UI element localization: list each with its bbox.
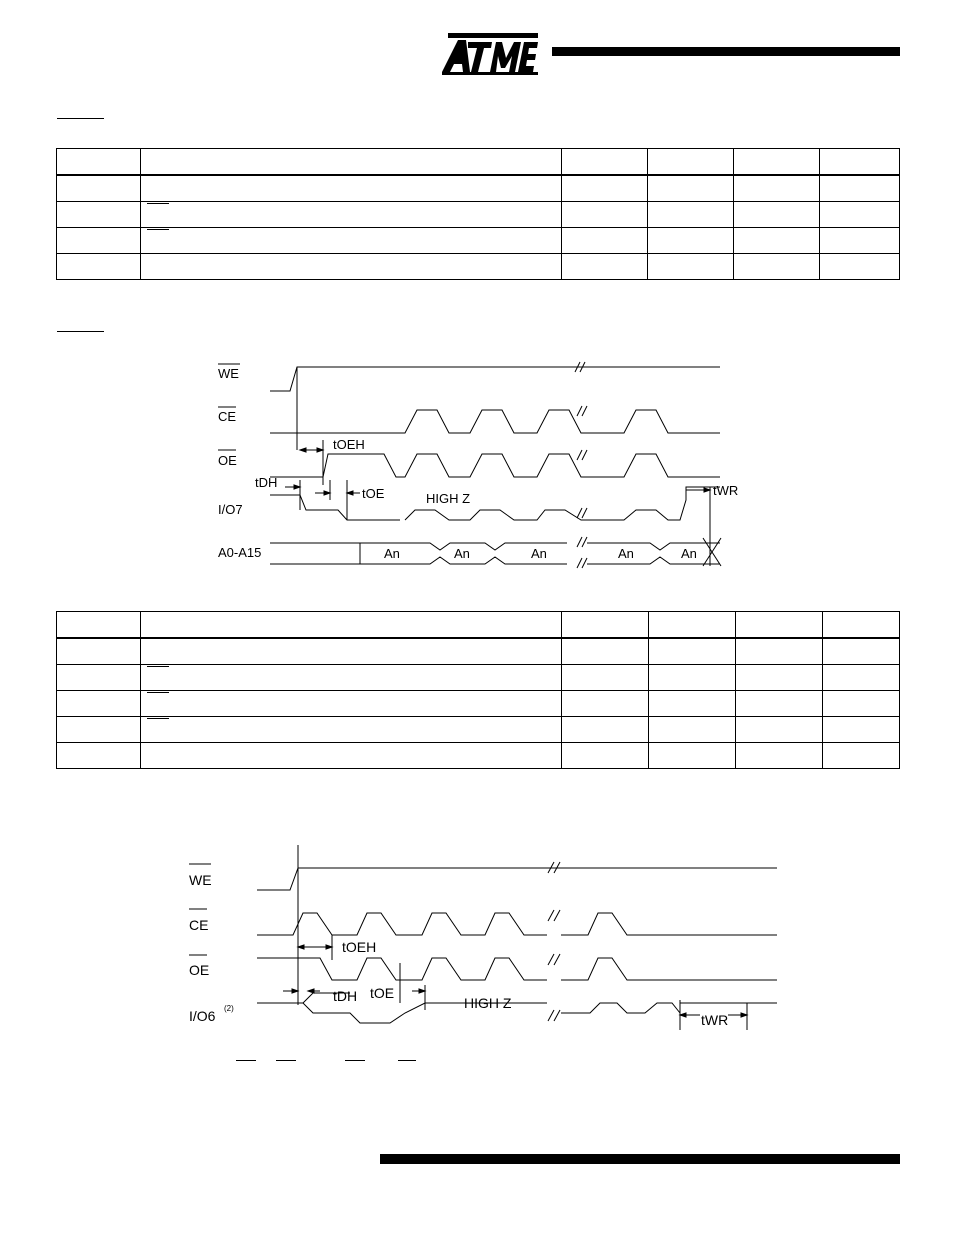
table-header-row xyxy=(57,612,900,639)
table-row xyxy=(57,691,900,717)
address-cell: An xyxy=(454,546,470,561)
table-row xyxy=(57,202,900,228)
oe-label: OE xyxy=(218,453,237,468)
we-waveform xyxy=(257,868,777,890)
ce-label: CE xyxy=(218,409,237,424)
oe-label: OE xyxy=(189,962,210,978)
ce-waveform xyxy=(257,913,777,935)
table-row xyxy=(57,743,900,769)
table-row xyxy=(57,228,900,254)
logo-letters xyxy=(442,40,538,72)
we-label: WE xyxy=(218,366,239,381)
footnote-overline xyxy=(398,1060,416,1061)
toeh-label: tOEH xyxy=(342,939,377,955)
we-label: WE xyxy=(189,872,212,888)
address-cell: An xyxy=(384,546,400,561)
oe-waveform xyxy=(270,454,720,477)
overline-mark xyxy=(147,229,169,230)
toe-label: tOE xyxy=(362,486,385,501)
timing-diagram-2 xyxy=(180,845,780,1035)
header-bar xyxy=(552,47,900,56)
table-row xyxy=(57,638,900,665)
highz-label: HIGH Z xyxy=(464,995,512,1011)
atmel-logo xyxy=(440,30,540,76)
tdh-label: tDH xyxy=(255,475,278,490)
io6-footnote: (2) xyxy=(224,1004,234,1013)
table-header-row xyxy=(57,149,900,176)
toe-label: tOE xyxy=(370,985,395,1001)
ce-label: CE xyxy=(189,917,209,933)
table-row xyxy=(57,665,900,691)
timing-table-2 xyxy=(56,611,900,769)
twr-label: tWR xyxy=(701,1012,729,1028)
logo-underline xyxy=(442,72,538,75)
address-cell: An xyxy=(531,546,547,561)
footnote-overline xyxy=(276,1060,296,1061)
we-waveform xyxy=(270,367,720,391)
tdh-label: tDH xyxy=(333,988,358,1004)
ce-waveform xyxy=(270,410,720,433)
oe-waveform xyxy=(257,958,777,980)
io7-label: I/O7 xyxy=(218,502,243,517)
overline-mark xyxy=(147,666,169,667)
overline-mark xyxy=(147,718,169,719)
logo-top-bar xyxy=(448,33,538,38)
highz-label: HIGH Z xyxy=(426,491,471,506)
footnote-overline xyxy=(345,1060,365,1061)
address-cell: An xyxy=(618,546,634,561)
timing-diagram-1 xyxy=(200,350,740,580)
io6-label: I/O6 xyxy=(189,1008,216,1024)
toeh-label: tOEH xyxy=(333,437,365,452)
footnote-overline xyxy=(236,1060,256,1061)
footer-bar xyxy=(380,1154,900,1164)
timing-table-1 xyxy=(56,148,900,280)
address-cell: An xyxy=(681,546,697,561)
overline-mark xyxy=(147,203,169,204)
section-rule-2 xyxy=(57,331,104,332)
overline-mark xyxy=(147,692,169,693)
table-row xyxy=(57,717,900,743)
table-row xyxy=(57,254,900,280)
address-label: A0-A15 xyxy=(218,545,262,560)
twr-label: tWR xyxy=(713,483,739,498)
table-row xyxy=(57,175,900,202)
address-waveform xyxy=(270,543,720,550)
section-rule-1 xyxy=(57,118,104,119)
